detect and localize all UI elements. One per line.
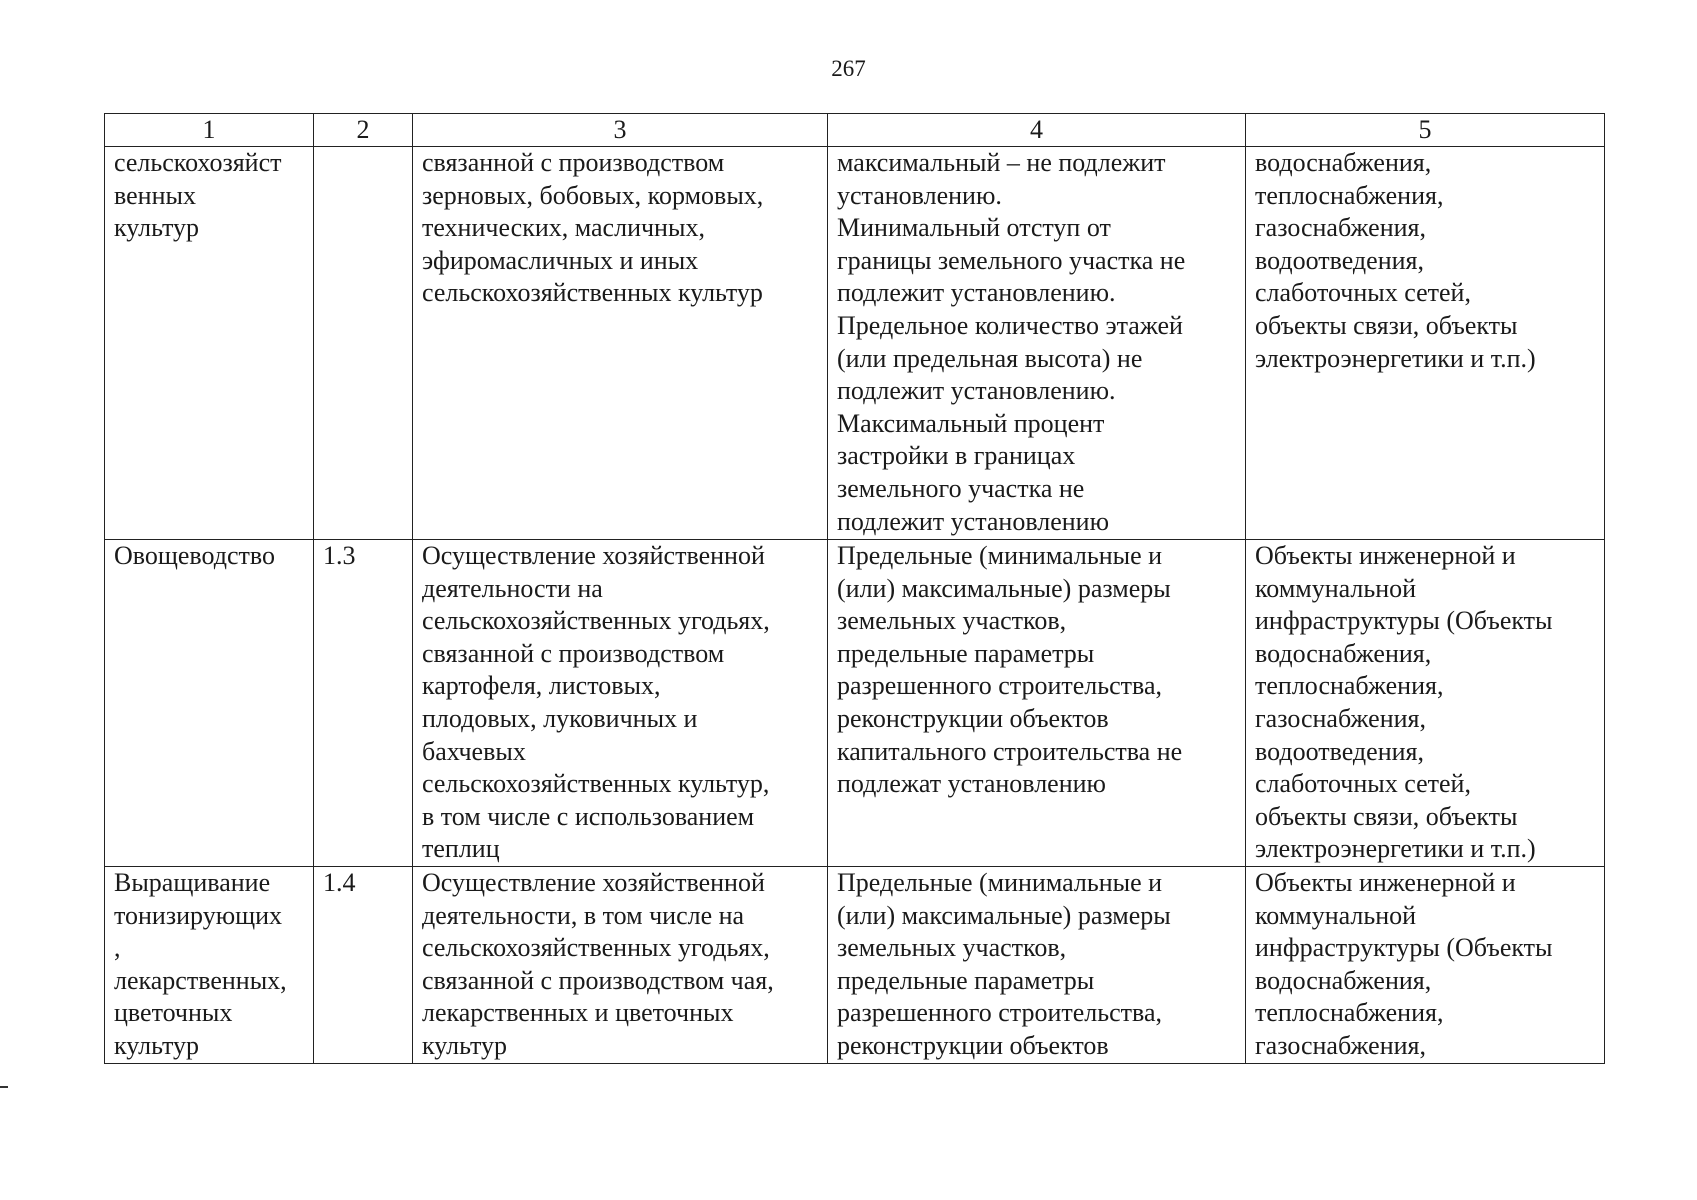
table-row <box>105 147 1605 540</box>
cell-infrastructure <box>1246 867 1605 1064</box>
cell-use-description <box>413 147 828 540</box>
table-header <box>105 114 1605 147</box>
cell-text: водоснабжения, теплоснабжения, газоснабжения, водоотведения, слаботочных сетей, объекты связи, объекты электроэнергетики и т.п.) <box>1255 148 1536 373</box>
cell-use-description <box>413 867 828 1064</box>
column-header-1: 1 <box>105 114 314 147</box>
cell-use-code <box>314 540 413 867</box>
cell-use-code <box>314 867 413 1064</box>
cell-use-name <box>105 540 314 867</box>
cell-text: Объекты инженерной и коммунальной инфраструктуры (Объекты водоснабжения, теплоснабжения, газоснабжения, водоотведения, слаботочных сетей, объекты связи, объекты электроэнергетики и т.п.) <box>1255 541 1553 864</box>
margin-mark <box>0 1086 8 1088</box>
cell-infrastructure <box>1246 540 1605 867</box>
cell-use-name <box>105 867 314 1064</box>
cell-text: Осуществление хозяйственной деятельности на сельскохозяйственных угодьях, связанной с производством картофеля, листовых, плодовых, луковичных и бахчевых сельскохозяйственных культур, в том числе с использованием теплиц <box>422 541 770 864</box>
cell-text: Предельные (минимальные и (или) максимальные) размеры земельных участков, предельные параметры разрешенного строительства, реконструкции объектов <box>837 868 1171 1060</box>
cell-text: сельскохозяйст венных культур <box>114 148 282 243</box>
cell-use-description <box>413 540 828 867</box>
column-header-2: 2 <box>314 114 413 147</box>
column-header-3: 3 <box>413 114 828 147</box>
page-number: 267 <box>831 56 866 81</box>
column-header-4: 4 <box>828 114 1246 147</box>
cell-text: 1.3 <box>323 541 356 570</box>
cell-text: Овощеводство <box>114 541 276 570</box>
cell-text: Выращивание тонизирующих , лекарственных, цветочных культур <box>114 868 287 1060</box>
cell-text: Объекты инженерной и коммунальной инфраструктуры (Объекты водоснабжения, теплоснабжения, газоснабжения, <box>1255 868 1553 1060</box>
cell-parameters <box>828 147 1246 540</box>
cell-parameters <box>828 540 1246 867</box>
zoning-table <box>104 113 1605 1064</box>
cell-parameters <box>828 867 1246 1064</box>
header-row <box>105 114 1605 147</box>
table-row <box>105 540 1605 867</box>
cell-use-code <box>314 147 413 540</box>
column-header-5: 5 <box>1246 114 1605 147</box>
cell-text: Осуществление хозяйственной деятельности, в том числе на сельскохозяйственных угодьях, связанной с производством чая, лекарственных и цветочных культур <box>422 868 774 1060</box>
cell-infrastructure <box>1246 147 1605 540</box>
cell-text: максимальный – не подлежит установлению. Минимальный отступ от границы земельного участка не подлежит установлению. Предельное количество этажей (или предельная высота) не подлежит установлению. Максимальный процент застройки в границах земельного участка не подлежит установлению <box>837 148 1186 536</box>
table-row <box>105 867 1605 1064</box>
cell-text: Предельные (минимальные и (или) максимальные) размеры земельных участков, предельные параметры разрешенного строительства, реконструкции объектов капитального строительства не подлежат установлению <box>837 541 1183 799</box>
cell-use-name <box>105 147 314 540</box>
cell-text: 1.4 <box>323 868 356 897</box>
cell-text: связанной с производством зерновых, бобовых, кормовых, технических, масличных, эфиромасличных и иных сельскохозяйственных культур <box>422 148 764 308</box>
